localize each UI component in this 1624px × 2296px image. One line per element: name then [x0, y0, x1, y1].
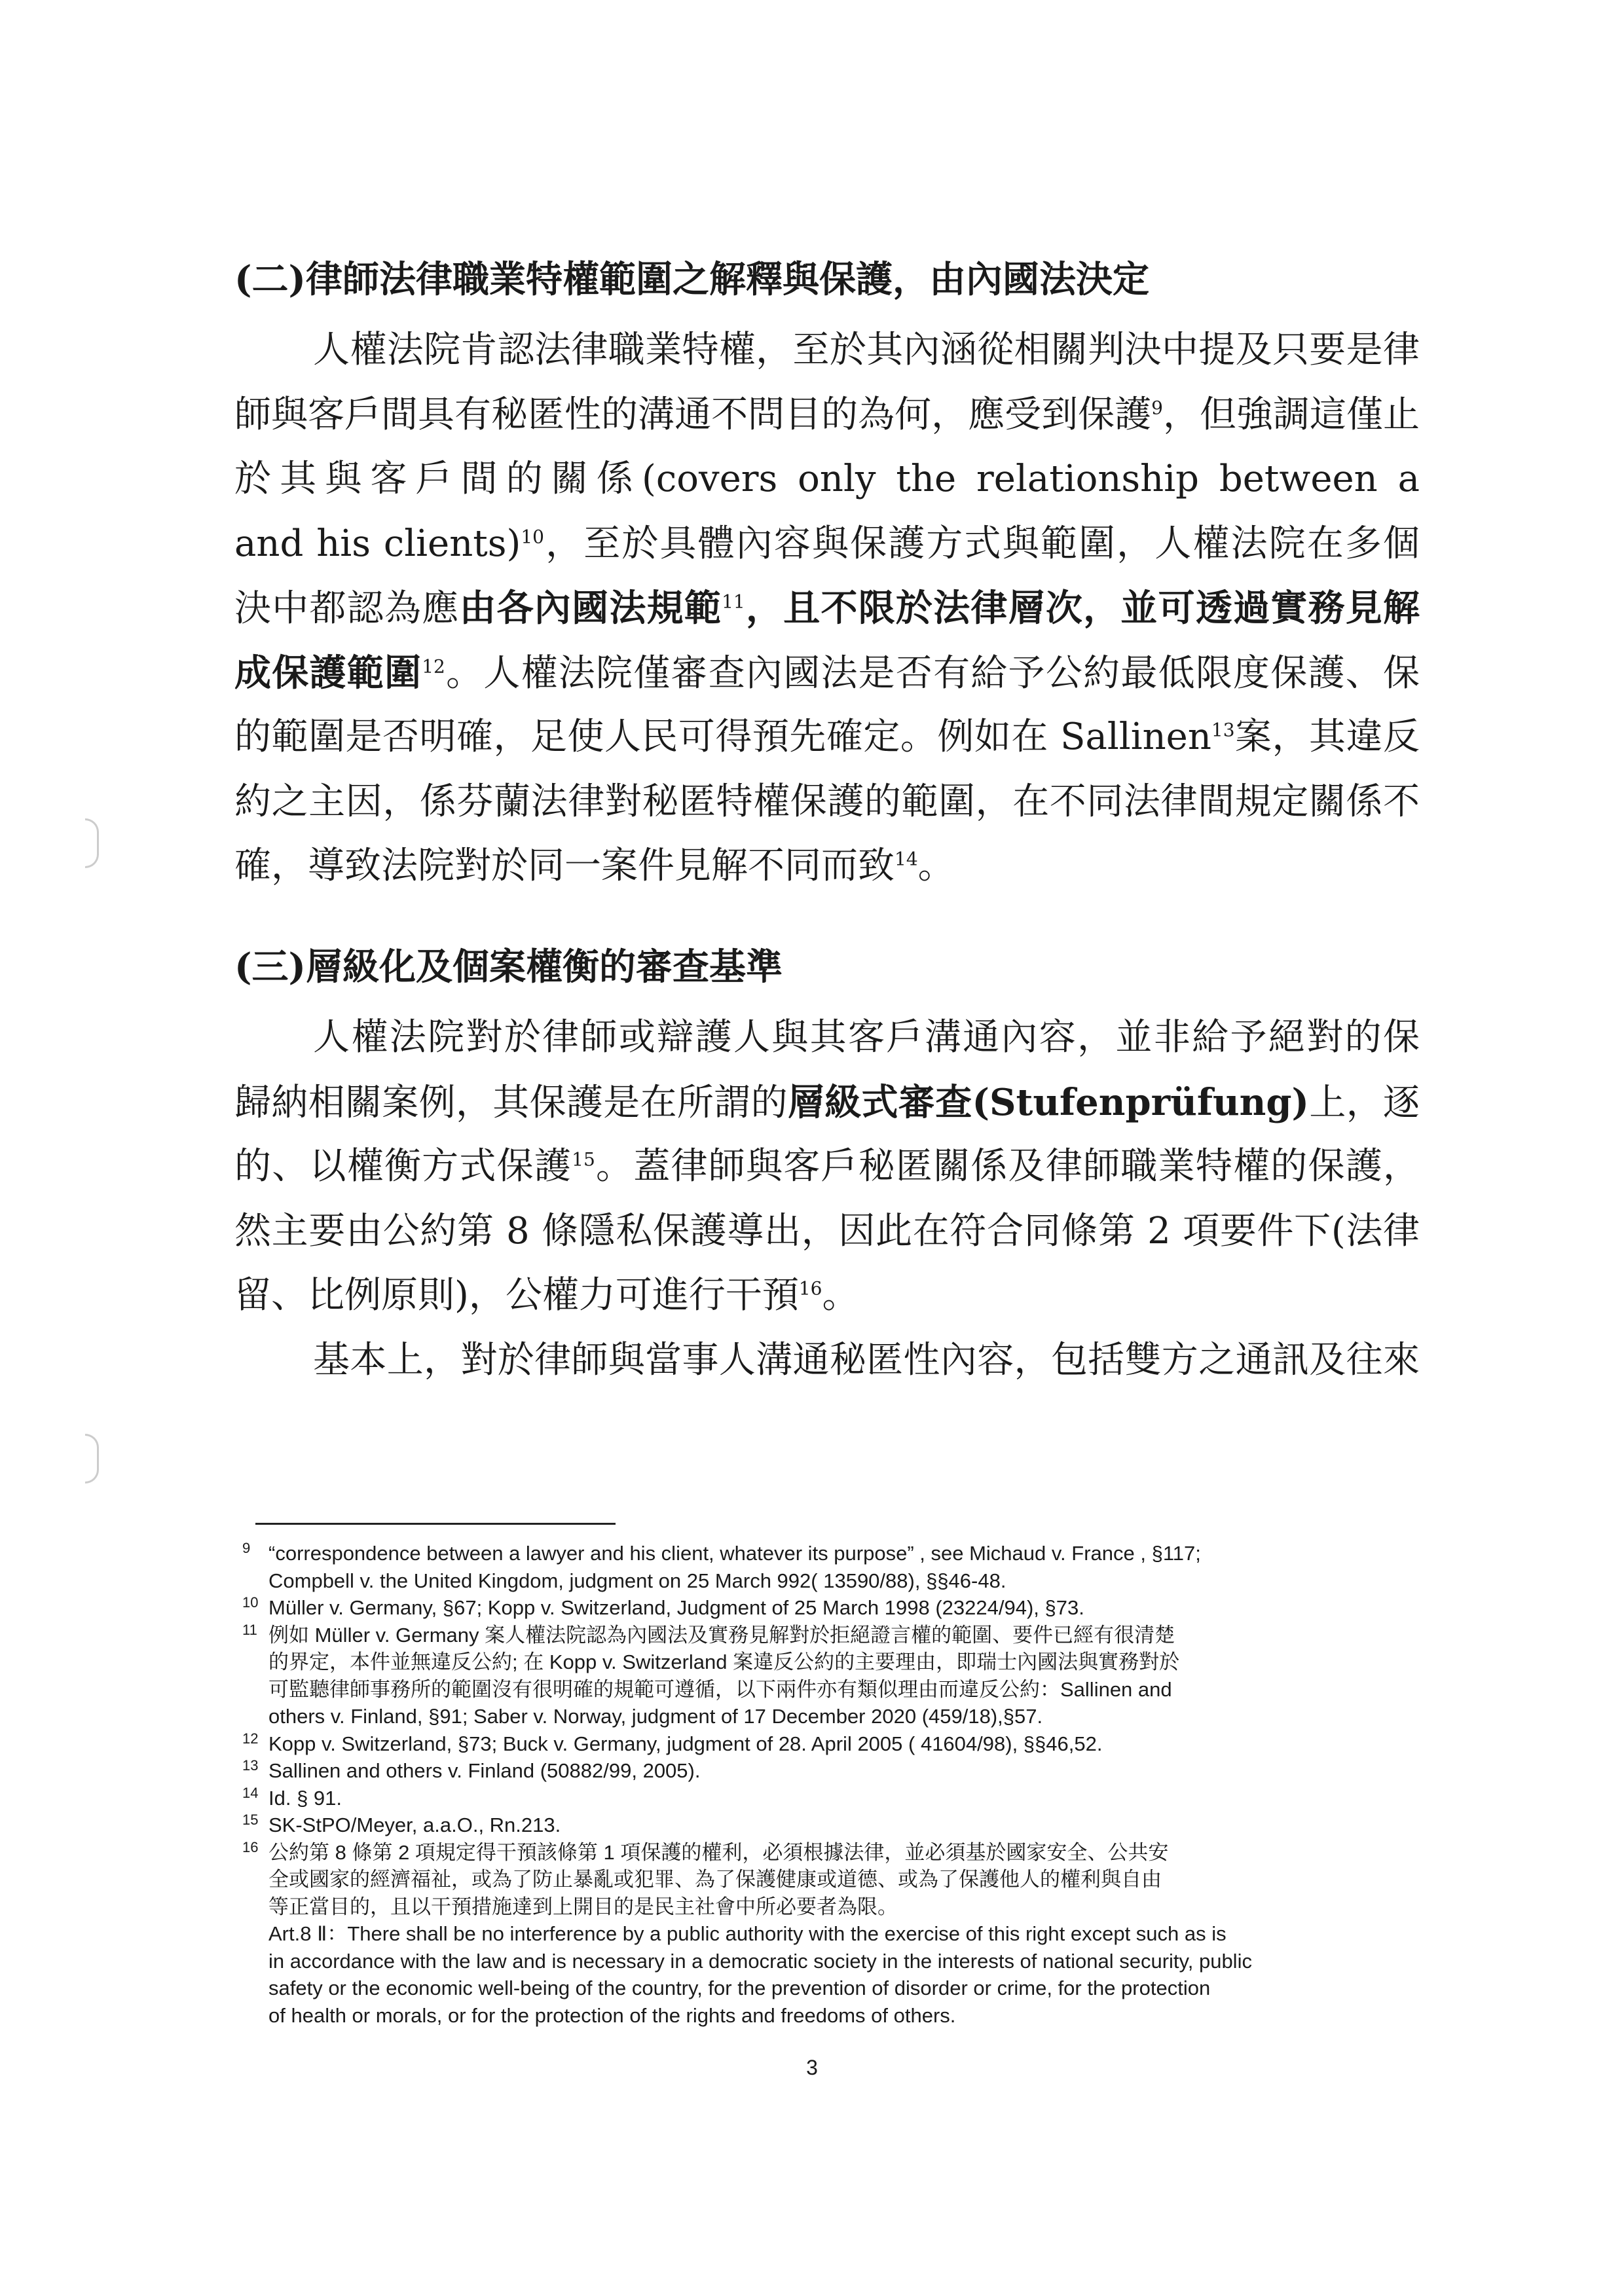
footnote-number: 12: [242, 1730, 259, 1747]
body-line: [234, 1209, 1420, 1254]
footnote-number: 11: [242, 1621, 257, 1638]
footnote-line: [268, 1920, 1434, 1947]
text-run: 的範圍是否明確，足使人民可得預先確定。例如在 Sallinen: [234, 716, 1211, 758]
footnote-line: [268, 1948, 1434, 1975]
text-run: 師與客戶間具有秘匿性的溝通不問目的為何，應受到保護: [234, 393, 1152, 436]
text-run: 。蓋律師與客戶秘匿關係及律師職業特權的保護，: [595, 1145, 1420, 1188]
footnote-number: 9: [242, 1540, 251, 1556]
body-line: [313, 327, 1420, 373]
footnote-ref[interactable]: 15: [572, 1148, 595, 1171]
footnote-line: [268, 1866, 1434, 1893]
footnote-ref[interactable]: 9: [1151, 396, 1163, 418]
footnote-line: [242, 1757, 1434, 1784]
text-run: 基本上，對於律師與當事人溝通秘匿性內容，包括雙方之通訊及往來: [313, 1338, 1420, 1381]
footnote-line: [268, 1676, 1434, 1703]
footnote-line: [242, 1594, 1434, 1621]
text-run: 確，導致法院對於同一案件見解不同而致: [234, 845, 895, 887]
text-run: 。: [917, 845, 955, 887]
footnote-text: others v. Finland, §91; Saber v. Norway, judgment of 17 December 2020 (459/18),§57.: [268, 1705, 1043, 1728]
footnote-line: [242, 1621, 1434, 1649]
footnote-text: 例如 Müller v. Germany 案人權法院認為內國法及實務見解對於拒絕證言權的範圍、要件已經有很清楚: [268, 1623, 1175, 1647]
footnote-text: 的界定，本件並無違反公約; 在 Kopp v. Switzerland 案違反公約的主要理由，即瑞士內國法與實務對於: [268, 1650, 1180, 1673]
footnote-text: 公約第 8 條第 2 項規定得干預該條第 1 項保護的權利，必須根據法律，並必須基於國家安全、公共安: [268, 1840, 1169, 1864]
footnote-line: [268, 2002, 1434, 2029]
body-line: [234, 1144, 1420, 1190]
text-run: 留、比例原則)，公權力可進行干預: [234, 1274, 799, 1317]
body-line: [234, 521, 1420, 567]
footnote-number: 15: [242, 1812, 259, 1828]
footnote-text: Sallinen and others v. Finland (50882/99, 2005).: [268, 1759, 701, 1782]
footnote-line: [242, 1812, 1434, 1838]
text-run: 人權法院肯認法律職業特權，至於其內涵從相關判決中提及只要是律: [313, 329, 1420, 371]
footnote-divider: [255, 1523, 616, 1525]
text-run: 案，其違反: [1234, 716, 1420, 758]
body-line: [234, 1273, 1420, 1319]
text-run: 由各內國法規範: [459, 587, 722, 630]
page-number: 3: [806, 2056, 818, 2079]
body-line: [234, 714, 1420, 760]
punch-hole-mark: [85, 818, 99, 868]
footnote-line: [242, 1784, 1434, 1812]
footnote-line: [268, 1893, 1434, 1920]
section-heading-3: (三)層級化及個案權衡的審查基準: [234, 945, 783, 989]
footnote-line: [242, 1838, 1434, 1866]
footnote-ref[interactable]: 13: [1211, 719, 1235, 741]
text-run: 上，逐: [1309, 1081, 1420, 1124]
text-run: 約之主因，係芬蘭法律對秘匿特權保護的範圍，在不同法律間規定關係不: [234, 780, 1420, 823]
footnote-line: [268, 1649, 1434, 1675]
footnote-line: [242, 1730, 1434, 1757]
footnote-line: [268, 1567, 1434, 1594]
footnote-text: 全或國家的經濟福祉，或為了防止暴亂或犯罪、為了保護健康或道德、或為了保護他人的權利與自由: [268, 1868, 1162, 1891]
footnote-ref[interactable]: 11: [722, 591, 745, 613]
text-run: 於其與客戶間的關係(covers only the relationship between a: [234, 458, 1420, 500]
body-line: [234, 843, 1420, 889]
body-line: [234, 585, 1420, 631]
text-run: 的、以權衡方式保護: [234, 1145, 572, 1188]
punch-hole-mark: [85, 1434, 99, 1484]
footnote-text: 可監聽律師事務所的範圍沒有很明確的規範可遵循，以下兩件亦有類似理由而違反公約：Sallinen and: [268, 1677, 1172, 1701]
footnote-text: Compbell v. the United Kingdom, judgment on 25 March 992( 13590/88), §§46-48.: [268, 1569, 1006, 1592]
text-run: 。: [822, 1274, 859, 1317]
footnote-text: Art.8 Ⅱ：There shall be no interference by a public authority with the exercise of this right except such as is: [268, 1922, 1227, 1945]
body-line: [234, 650, 1420, 696]
footnote-text: Müller v. Germany, §67; Kopp v. Switzerland, Judgment of 25 March 1998 (23224/94), §73.: [268, 1596, 1084, 1619]
footnote-number: 13: [242, 1757, 259, 1774]
footnote-number: 16: [242, 1838, 259, 1855]
footnote-text: Kopp v. Switzerland, §73; Buck v. Germany, judgment of 28. April 2005 ( 41604/98), §§46,52.: [268, 1732, 1103, 1755]
text-run: 成保護範圍: [234, 651, 422, 695]
footnote-ref[interactable]: 12: [422, 655, 445, 677]
section-heading-2: (二)律師法律職業特權範圍之解釋與保護，由內國法決定: [234, 258, 1149, 301]
body-line: [313, 1015, 1420, 1061]
text-run: 決中都認為應: [234, 587, 460, 630]
body-line: [234, 1080, 1420, 1125]
text-run: 歸納相關案例，其保護是在所謂的: [234, 1081, 788, 1124]
footnote-ref[interactable]: 10: [521, 525, 544, 547]
footnote-number: 10: [242, 1594, 259, 1611]
body-line: [234, 392, 1420, 438]
body-line: [313, 1338, 1420, 1383]
footnote-ref[interactable]: 16: [798, 1277, 822, 1300]
body-line: [234, 779, 1420, 825]
text-run: 。人權法院僅審查內國法是否有給予公約最低限度保護、保: [445, 651, 1420, 695]
footnote-text: in accordance with the law and is necessary in a democratic society in the interests of national security, public: [268, 1949, 1252, 1973]
text-run: ，且不限於法律層次，並可透過實務見解: [745, 587, 1420, 630]
footnote-ref[interactable]: 14: [895, 848, 918, 870]
body-line: [234, 456, 1420, 502]
text-run: ，但強調這僅止: [1162, 393, 1420, 436]
footnote-line: [268, 1703, 1434, 1730]
footnote-text: 等正當目的，且以干預措施達到上開目的是民主社會中所必要者為限。: [268, 1895, 898, 1918]
text-run: 然主要由公約第 8 條隱私保護導出，因此在符合同條第 2 項要件下(法律: [234, 1209, 1420, 1252]
text-run: 人權法院對於律師或辯護人與其客戶溝通內容，並非給予絕對的保: [313, 1016, 1420, 1059]
footnote-text: “correspondence between a lawyer and his client, whatever its purpose” , see Michaud v. France , §117;: [268, 1542, 1201, 1565]
footnote-text: Id. § 91.: [268, 1786, 342, 1810]
footnote-number: 14: [242, 1784, 259, 1801]
footnote-text: SK-StPO/Meyer, a.a.O., Rn.213.: [268, 1813, 561, 1836]
footnote-line: [268, 1975, 1434, 2001]
text-run: ，至於具體內容與保護方式與範圍，人權法院在多個: [544, 522, 1420, 565]
footnote-text: of health or morals, or for the protection of the rights and freedoms of others.: [268, 2003, 956, 2027]
footnote-line: [242, 1540, 1434, 1567]
footnote-text: safety or the economic well-being of the country, for the prevention of disorder or crime, for the protection: [268, 1977, 1211, 1999]
text-run: 層級式審查(Stufenprüfung): [787, 1080, 1310, 1124]
text-run: and his clients): [234, 522, 521, 565]
